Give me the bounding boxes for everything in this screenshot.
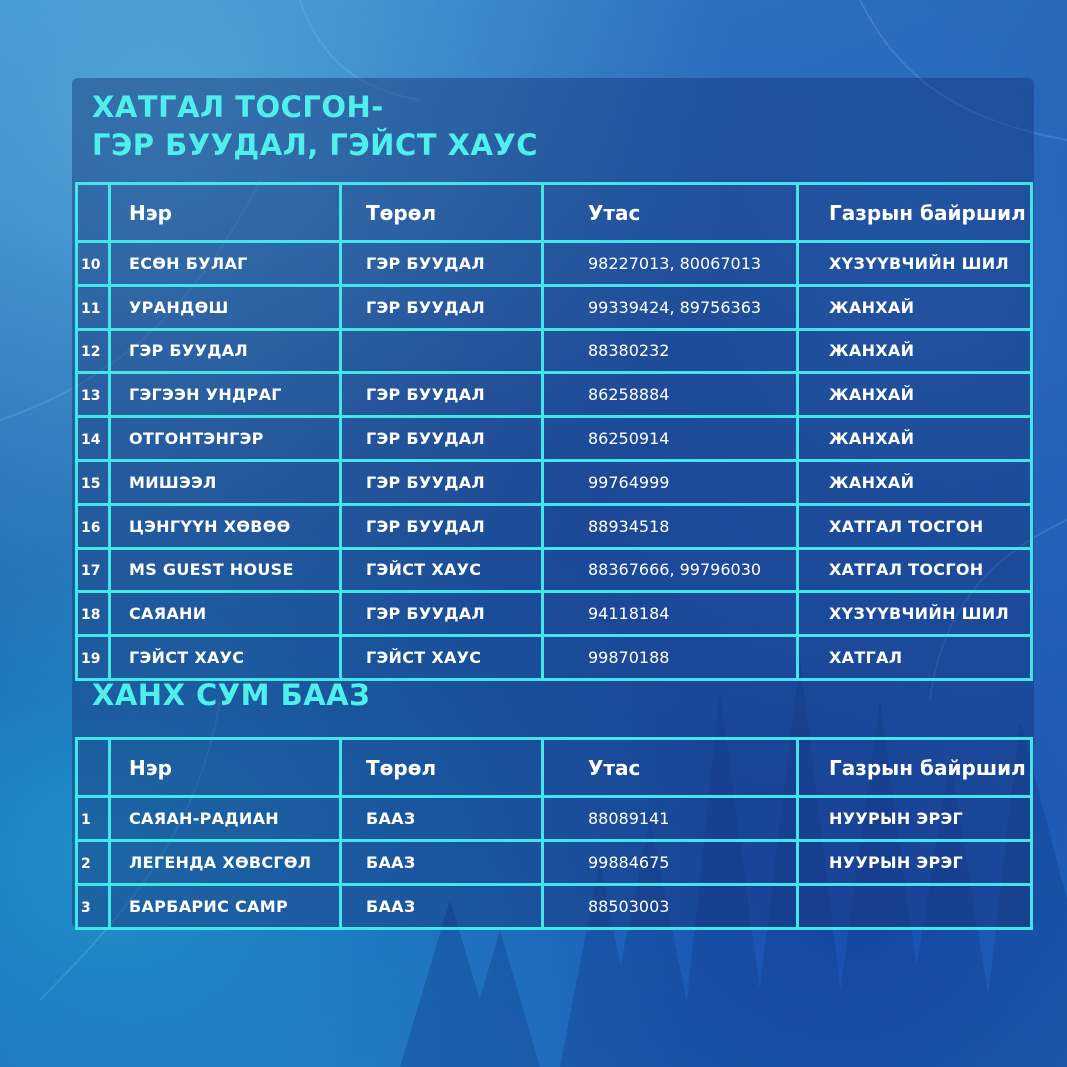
header-location: Газрын байршил xyxy=(798,739,1032,797)
table-row xyxy=(77,460,1032,504)
row-number: 2 xyxy=(77,841,110,885)
header-location: Газрын байршил xyxy=(798,184,1032,242)
section1-title-line1: ХАТГАЛ ТОСГОН- xyxy=(92,90,384,124)
row-number: 12 xyxy=(77,329,110,373)
header-name: Нэр xyxy=(110,184,341,242)
row-type: ГЭЙСТ ХАУС xyxy=(341,548,543,592)
row-number: 16 xyxy=(77,504,110,548)
row-location: ЖАНХАЙ xyxy=(798,460,1032,504)
row-location: ХҮЗҮҮВЧИЙН ШИЛ xyxy=(798,242,1032,286)
row-phone: 88503003 xyxy=(543,885,798,929)
row-name: ЦЭНГҮҮН ХӨВӨӨ xyxy=(110,504,341,548)
row-number: 10 xyxy=(77,242,110,286)
row-name: ЕСӨН БУЛАГ xyxy=(110,242,341,286)
row-type: ГЭР БУУДАЛ xyxy=(341,504,543,548)
row-phone: 88380232 xyxy=(543,329,798,373)
row-number: 14 xyxy=(77,417,110,461)
row-number: 13 xyxy=(77,373,110,417)
row-number: 11 xyxy=(77,285,110,329)
section1-title-line2: ГЭР БУУДАЛ, ГЭЙСТ ХАУС xyxy=(92,128,539,162)
header-number xyxy=(77,739,110,797)
row-type xyxy=(341,329,543,373)
row-name: MS GUEST HOUSE xyxy=(110,548,341,592)
row-name: ГЭР БУУДАЛ xyxy=(110,329,341,373)
row-phone: 99339424, 89756363 xyxy=(543,285,798,329)
row-phone: 98227013, 80067013 xyxy=(543,242,798,286)
row-location: ХАТГАЛ ТОСГОН xyxy=(798,548,1032,592)
header-type: Төрөл xyxy=(341,184,543,242)
header-type: Төрөл xyxy=(341,739,543,797)
row-name: УРАНДӨШ xyxy=(110,285,341,329)
row-phone: 88367666, 99796030 xyxy=(543,548,798,592)
header-phone: Утас xyxy=(543,184,798,242)
table-row xyxy=(77,592,1032,636)
row-type: БААЗ xyxy=(341,797,543,841)
row-type: ГЭР БУУДАЛ xyxy=(341,592,543,636)
row-type: ГЭР БУУДАЛ xyxy=(341,373,543,417)
header-phone: Утас xyxy=(543,739,798,797)
row-number: 15 xyxy=(77,460,110,504)
row-name: САЯАН-РАДИАН xyxy=(110,797,341,841)
row-location: ЖАНХАЙ xyxy=(798,329,1032,373)
header-number xyxy=(77,184,110,242)
row-phone: 99764999 xyxy=(543,460,798,504)
table-row xyxy=(77,885,1032,929)
row-phone: 94118184 xyxy=(543,592,798,636)
row-location: ХАТГАЛ ТОСГОН xyxy=(798,504,1032,548)
row-phone: 88089141 xyxy=(543,797,798,841)
row-type: ГЭР БУУДАЛ xyxy=(341,242,543,286)
row-name: ГЭЙСТ ХАУС xyxy=(110,636,341,680)
row-name: ГЭГЭЭН УНДРАГ xyxy=(110,373,341,417)
row-location: ЖАНХАЙ xyxy=(798,285,1032,329)
camp-table xyxy=(75,737,1033,930)
row-name: ЛЕГЕНДА ХӨВСГӨЛ xyxy=(110,841,341,885)
section2-title: ХАНХ СУМ БААЗ xyxy=(92,678,371,712)
table-row xyxy=(77,548,1032,592)
table-row xyxy=(77,417,1032,461)
row-location: ЖАНХАЙ xyxy=(798,373,1032,417)
row-name: МИШЭЭЛ xyxy=(110,460,341,504)
row-type: БААЗ xyxy=(341,885,543,929)
row-type: ГЭЙСТ ХАУС xyxy=(341,636,543,680)
row-location: НУУРЫН ЭРЭГ xyxy=(798,797,1032,841)
row-number: 3 xyxy=(77,885,110,929)
table-row xyxy=(77,797,1032,841)
row-type: БААЗ xyxy=(341,841,543,885)
row-number: 17 xyxy=(77,548,110,592)
table-row xyxy=(77,285,1032,329)
row-name: САЯАНИ xyxy=(110,592,341,636)
row-phone: 99884675 xyxy=(543,841,798,885)
table-row xyxy=(77,636,1032,680)
row-location: ХҮЗҮҮВЧИЙН ШИЛ xyxy=(798,592,1032,636)
table-row xyxy=(77,329,1032,373)
table-row xyxy=(77,504,1032,548)
row-type: ГЭР БУУДАЛ xyxy=(341,460,543,504)
header-name: Нэр xyxy=(110,739,341,797)
row-location: ХАТГАЛ xyxy=(798,636,1032,680)
row-type: ГЭР БУУДАЛ xyxy=(341,285,543,329)
row-number: 19 xyxy=(77,636,110,680)
table-header-row xyxy=(77,739,1032,797)
table-header-row xyxy=(77,184,1032,242)
row-phone: 86250914 xyxy=(543,417,798,461)
row-location: НУУРЫН ЭРЭГ xyxy=(798,841,1032,885)
row-phone: 86258884 xyxy=(543,373,798,417)
row-location xyxy=(798,885,1032,929)
row-number: 18 xyxy=(77,592,110,636)
row-name: ОТГОНТЭНГЭР xyxy=(110,417,341,461)
guesthouse-table xyxy=(75,182,1033,681)
row-phone: 88934518 xyxy=(543,504,798,548)
row-name: БАРБАРИС САМР xyxy=(110,885,341,929)
table-row xyxy=(77,373,1032,417)
row-location: ЖАНХАЙ xyxy=(798,417,1032,461)
table-row xyxy=(77,242,1032,286)
row-phone: 99870188 xyxy=(543,636,798,680)
row-type: ГЭР БУУДАЛ xyxy=(341,417,543,461)
table-row xyxy=(77,841,1032,885)
row-number: 1 xyxy=(77,797,110,841)
